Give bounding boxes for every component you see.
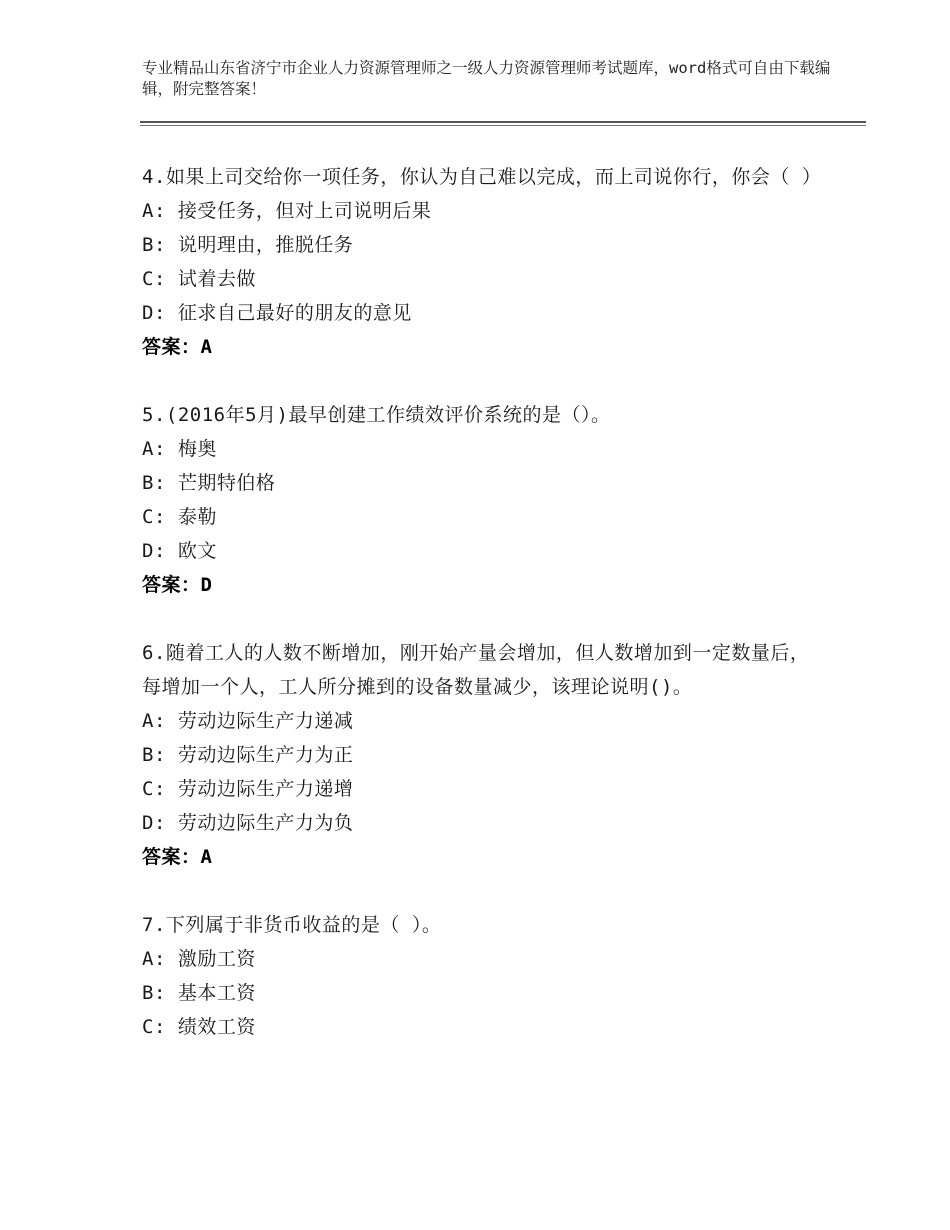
question-stem: 7.下列属于非货币收益的是（ ）。	[142, 914, 442, 936]
option-c: C: 泰勒	[142, 506, 217, 528]
option-a: A: 梅奥	[142, 438, 217, 460]
option-d: D: 欧文	[142, 540, 217, 562]
option-c: C: 绩效工资	[142, 1016, 256, 1038]
option-b: B: 说明理由，推脱任务	[142, 234, 354, 256]
question-5	[142, 398, 822, 602]
option-c: C: 劳动边际生产力递增	[142, 778, 354, 800]
option-a: A: 激励工资	[142, 948, 256, 970]
header-divider-secondary	[140, 125, 866, 126]
question-stem: 6.随着工人的人数不断增加，刚开始产量会增加，但人数增加到一定数量后，每增加一个人，工人所分摊到的设备数量减少，该理论说明()。	[142, 642, 810, 698]
question-list	[142, 160, 822, 1044]
question-stem: 4.如果上司交给你一项任务，你认为自己难以完成，而上司说你行，你会（ ）	[142, 166, 822, 188]
question-stem: 5.(2016年5月)最早创建工作绩效评价系统的是（）。	[142, 404, 611, 426]
option-b: B: 劳动边际生产力为正	[142, 744, 354, 766]
answer: 答案：D	[142, 574, 213, 596]
answer: 答案：A	[142, 336, 213, 358]
question-6	[142, 636, 822, 874]
question-4	[142, 160, 822, 364]
option-b: B: 芒期特伯格	[142, 472, 276, 494]
option-a: A: 接受任务，但对上司说明后果	[142, 200, 432, 222]
option-d: D: 征求自己最好的朋友的意见	[142, 302, 412, 324]
option-d: D: 劳动边际生产力为负	[142, 812, 354, 834]
header-divider	[140, 121, 866, 123]
question-7	[142, 908, 822, 1044]
option-b: B: 基本工资	[142, 982, 256, 1004]
option-c: C: 试着去做	[142, 268, 256, 290]
document-header: 专业精品山东省济宁市企业人力资源管理师之一级人力资源管理师考试题库，word格式可自由下载编辑，附完整答案！	[142, 59, 831, 98]
option-a: A: 劳动边际生产力递减	[142, 710, 354, 732]
answer: 答案：A	[142, 846, 213, 868]
